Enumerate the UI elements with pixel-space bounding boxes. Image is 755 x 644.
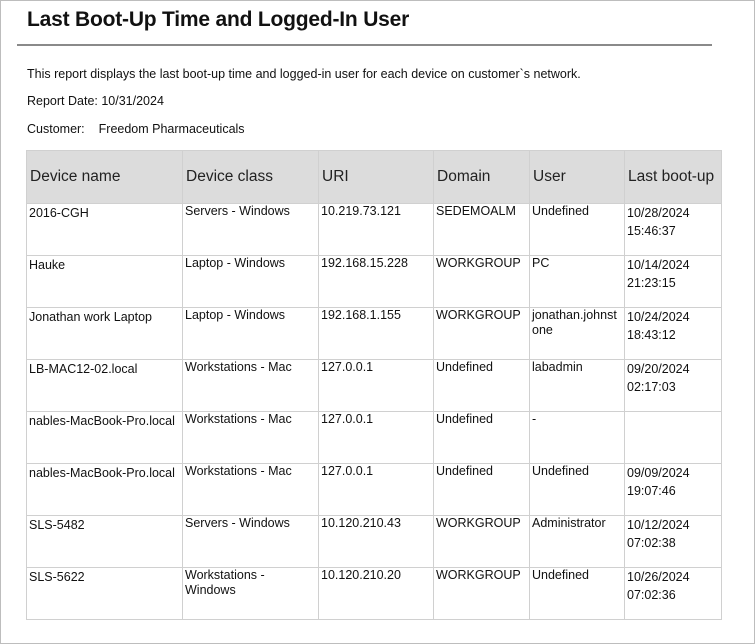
boot-time: 15:46:37 [627, 224, 676, 238]
title-divider [17, 44, 712, 46]
domain-cell: Undefined [434, 412, 530, 464]
user-cell: labadmin [530, 360, 625, 412]
device-name-cell: Hauke [27, 256, 183, 308]
last-boot-up-cell [625, 308, 722, 360]
uri-cell: 127.0.0.1 [319, 412, 434, 464]
domain-cell: Undefined [434, 464, 530, 516]
table-row [27, 308, 722, 360]
device-name-cell: LB-MAC12-02.local [27, 360, 183, 412]
uri-cell: 127.0.0.1 [319, 360, 434, 412]
table-row [27, 256, 722, 308]
last-boot-up-cell [625, 464, 722, 516]
customer-line [27, 122, 245, 136]
user-cell: Undefined [530, 204, 625, 256]
user-cell: PC [530, 256, 625, 308]
last-boot-up-cell [625, 204, 722, 256]
domain-cell: SEDEMOALM [434, 204, 530, 256]
column-header-user: User [530, 151, 625, 204]
domain-cell: WORKGROUP [434, 516, 530, 568]
boot-time: 21:23:15 [627, 276, 676, 290]
device-name-cell: nables-MacBook-Pro.local [27, 464, 183, 516]
boot-time: 07:02:36 [627, 588, 676, 602]
boot-time: 02:17:03 [627, 380, 676, 394]
domain-cell: WORKGROUP [434, 568, 530, 620]
column-header-domain: Domain [434, 151, 530, 204]
device-class-cell: Workstations - Mac [183, 464, 319, 516]
device-class-cell: Servers - Windows [183, 204, 319, 256]
boot-date: 09/09/2024 [627, 466, 690, 480]
domain-cell: Undefined [434, 360, 530, 412]
last-boot-up-cell [625, 568, 722, 620]
user-cell: Undefined [530, 568, 625, 620]
table-row [27, 464, 722, 516]
device-class-cell: Workstations - Mac [183, 360, 319, 412]
report-date: Report Date: 10/31/2024 [27, 94, 164, 108]
column-header-last-boot-up: Last boot-up [625, 151, 722, 204]
column-header-device-name: Device name [27, 151, 183, 204]
device-class-cell: Laptop - Windows [183, 308, 319, 360]
last-boot-up-cell [625, 360, 722, 412]
device-class-cell: Workstations - Windows [183, 568, 319, 620]
boot-time: 18:43:12 [627, 328, 676, 342]
table-row [27, 412, 722, 464]
last-boot-up-cell [625, 412, 722, 464]
uri-cell: 10.120.210.43 [319, 516, 434, 568]
customer-label: Customer: [27, 122, 85, 136]
user-cell: jonathan.johnstone [530, 308, 625, 360]
user-cell: Undefined [530, 464, 625, 516]
device-name-cell: 2016-CGH [27, 204, 183, 256]
user-cell: - [530, 412, 625, 464]
uri-cell: 127.0.0.1 [319, 464, 434, 516]
table-row [27, 568, 722, 620]
device-name-cell: nables-MacBook-Pro.local [27, 412, 183, 464]
boot-date: 10/24/2024 [627, 310, 690, 324]
boot-time: 19:07:46 [627, 484, 676, 498]
boot-date: 10/28/2024 [627, 206, 690, 220]
report-description: This report displays the last boot-up time and logged-in user for each device on customer`s network. [27, 67, 581, 81]
boot-date: 10/14/2024 [627, 258, 690, 272]
device-name-cell: SLS-5622 [27, 568, 183, 620]
boot-date: 10/12/2024 [627, 518, 690, 532]
report-title: Last Boot-Up Time and Logged-In User [27, 8, 410, 31]
device-name-cell: Jonathan work Laptop [27, 308, 183, 360]
uri-cell: 192.168.1.155 [319, 308, 434, 360]
customer-value: Freedom Pharmaceuticals [98, 122, 245, 136]
table-header-row [27, 151, 722, 204]
uri-cell: 10.219.73.121 [319, 204, 434, 256]
last-boot-up-cell [625, 516, 722, 568]
table-row [27, 516, 722, 568]
boot-date: 09/20/2024 [627, 362, 690, 376]
uri-cell: 10.120.210.20 [319, 568, 434, 620]
device-class-cell: Laptop - Windows [183, 256, 319, 308]
user-cell: Administrator [530, 516, 625, 568]
report-table [26, 150, 722, 620]
table-row [27, 204, 722, 256]
table-row [27, 360, 722, 412]
column-header-uri: URI [319, 151, 434, 204]
boot-date: 10/26/2024 [627, 570, 690, 584]
boot-time: 07:02:38 [627, 536, 676, 550]
column-header-device-class: Device class [183, 151, 319, 204]
device-name-cell: SLS-5482 [27, 516, 183, 568]
device-class-cell: Workstations - Mac [183, 412, 319, 464]
uri-cell: 192.168.15.228 [319, 256, 434, 308]
device-class-cell: Servers - Windows [183, 516, 319, 568]
domain-cell: WORKGROUP [434, 256, 530, 308]
last-boot-up-cell [625, 256, 722, 308]
domain-cell: WORKGROUP [434, 308, 530, 360]
